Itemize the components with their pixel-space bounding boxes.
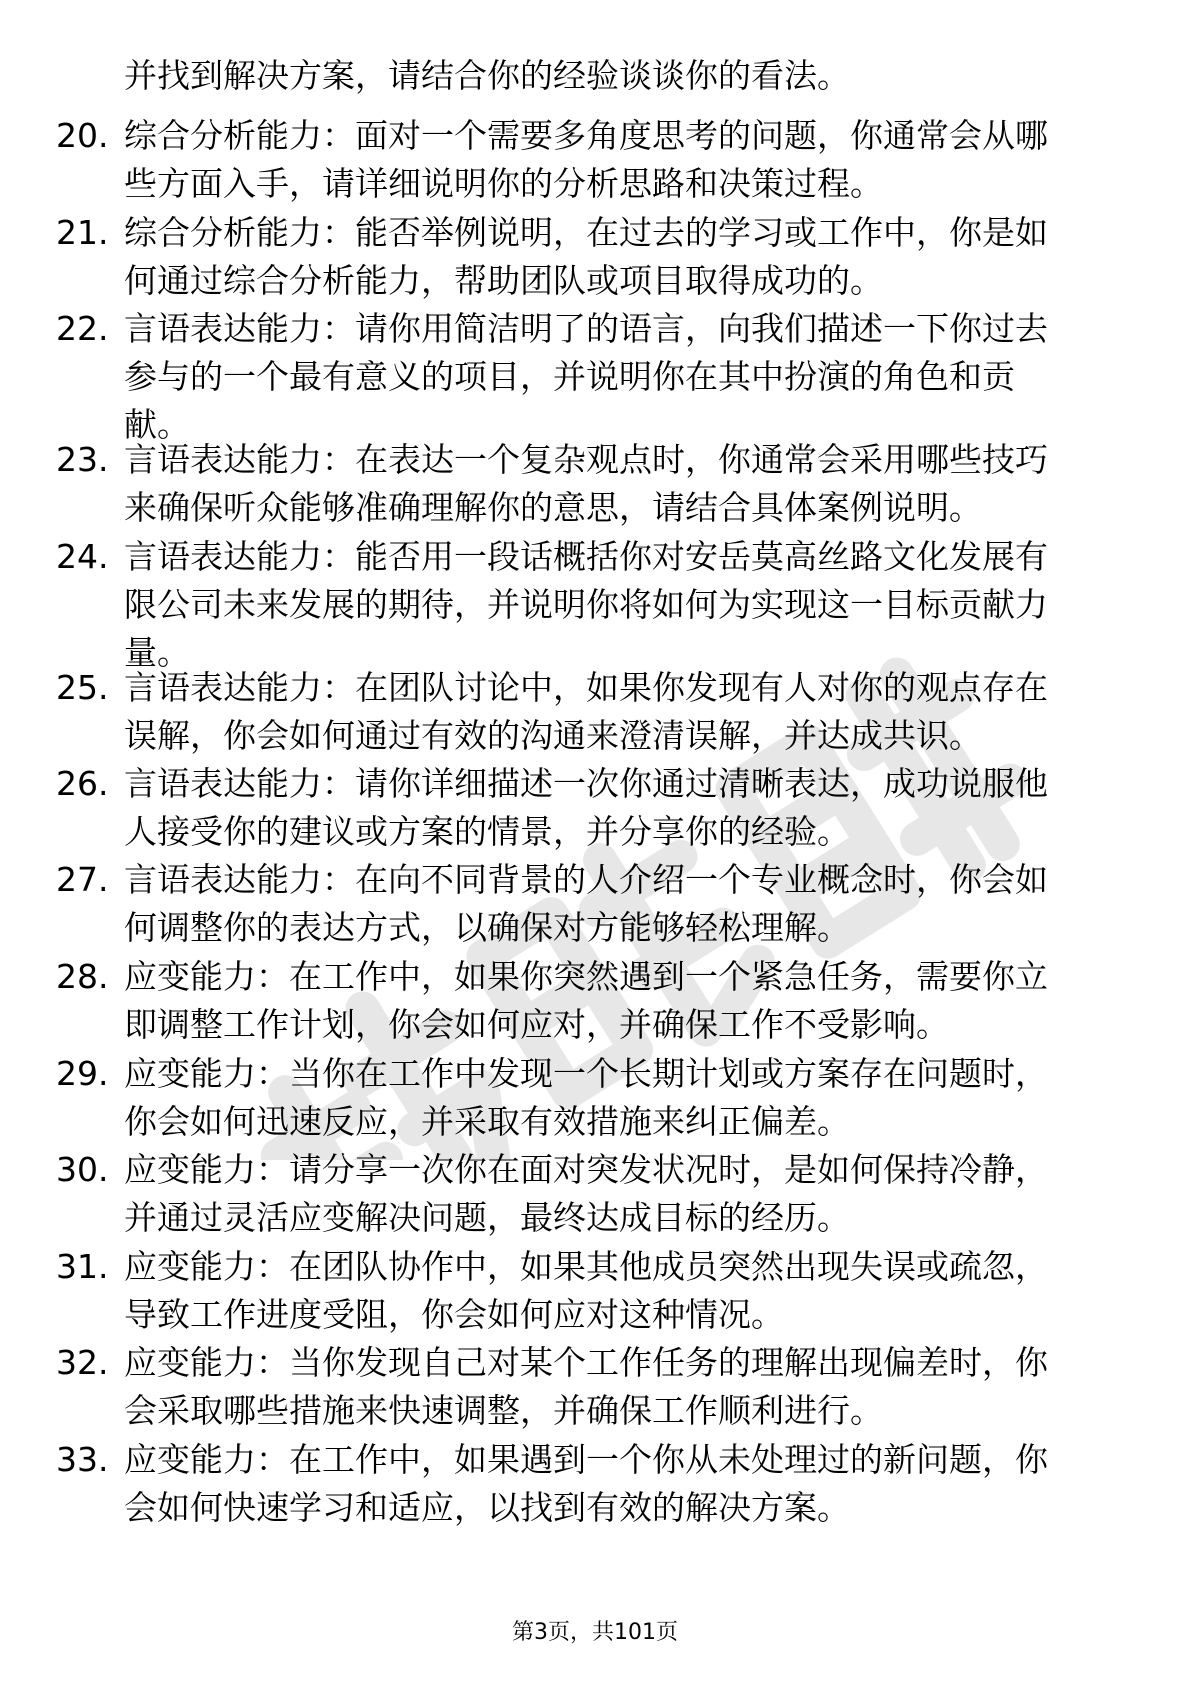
item-text-line: 应变能力：在工作中，如果你突然遇到一个紧急任务，需要你立 bbox=[124, 957, 1048, 996]
item-text-line: 应变能力：在工作中，如果遇到一个你从未处理过的新问题，你 bbox=[124, 1440, 1048, 1479]
item-text-line: 言语表达能力：在表达一个复杂观点时，你通常会采用哪些技巧 bbox=[124, 440, 1048, 479]
item-number: 27. bbox=[56, 860, 109, 899]
item-number: 21. bbox=[56, 213, 109, 252]
item-text-line: 综合分析能力：面对一个需要多角度思考的问题，你通常会从哪 bbox=[124, 116, 1048, 155]
item-text-line: 综合分析能力：能否举例说明，在过去的学习或工作中，你是如 bbox=[124, 213, 1048, 252]
item-text-line: 言语表达能力：在团队讨论中，如果你发现有人对你的观点存在 bbox=[124, 668, 1048, 707]
item-number: 31. bbox=[56, 1247, 109, 1286]
item-text-line: 应变能力：当你发现自己对某个工作任务的理解出现偏差时，你 bbox=[124, 1343, 1048, 1382]
item-text-line: 限公司未来发展的期待，并说明你将如何为实现这一目标贡献力 bbox=[124, 585, 1048, 624]
item-text-line: 人接受你的建议或方案的情景，并分享你的经验。 bbox=[124, 812, 850, 851]
item-text-line: 些方面入手，请详细说明你的分析思路和决策过程。 bbox=[124, 164, 883, 203]
item-number: 28. bbox=[56, 957, 109, 996]
item-number: 23. bbox=[56, 440, 109, 479]
item-text-line: 会如何快速学习和适应，以找到有效的解决方案。 bbox=[124, 1488, 850, 1527]
item-text-line: 量。 bbox=[124, 633, 190, 672]
item-text-line: 献。 bbox=[124, 405, 190, 444]
continuation-text: 并找到解决方案，请结合你的经验谈谈你的看法。 bbox=[124, 56, 850, 95]
item-text-line: 来确保听众能够准确理解你的意思，请结合具体案例说明。 bbox=[124, 488, 982, 527]
item-number: 29. bbox=[56, 1054, 109, 1093]
item-number: 20. bbox=[56, 116, 109, 155]
item-text-line: 应变能力：当你在工作中发现一个长期计划或方案存在问题时， bbox=[124, 1054, 1048, 1093]
item-number: 26. bbox=[56, 764, 109, 803]
item-text-line: 何调整你的表达方式，以确保对方能够轻松理解。 bbox=[124, 908, 850, 947]
item-text-line: 即调整工作计划，你会如何应对，并确保工作不受影响。 bbox=[124, 1005, 949, 1044]
item-text-line: 会采取哪些措施来快速调整，并确保工作顺利进行。 bbox=[124, 1391, 883, 1430]
item-number: 22. bbox=[56, 309, 109, 348]
item-number: 32. bbox=[56, 1343, 109, 1382]
item-text-line: 言语表达能力：能否用一段话概括你对安岳莫高丝路文化发展有 bbox=[124, 537, 1048, 576]
item-text-line: 应变能力：在团队协作中，如果其他成员突然出现失误或疏忽， bbox=[124, 1247, 1048, 1286]
item-text-line: 言语表达能力：请你详细描述一次你通过清晰表达，成功说服他 bbox=[124, 764, 1048, 803]
item-number: 33. bbox=[56, 1440, 109, 1479]
item-number: 25. bbox=[56, 668, 109, 707]
item-text-line: 导致工作进度受阻，你会如何应对这种情况。 bbox=[124, 1295, 784, 1334]
page-footer: 第3页，共101页 bbox=[512, 1620, 678, 1645]
item-text-line: 你会如何迅速反应，并采取有效措施来纠正偏差。 bbox=[124, 1102, 850, 1141]
item-text-line: 何通过综合分析能力，帮助团队或项目取得成功的。 bbox=[124, 261, 883, 300]
item-text-line: 并通过灵活应变解决问题，最终达成目标的经历。 bbox=[124, 1198, 850, 1237]
item-text-line: 言语表达能力：请你用简洁明了的语言，向我们描述一下你过去 bbox=[124, 309, 1048, 348]
item-text-line: 言语表达能力：在向不同背景的人介绍一个专业概念时，你会如 bbox=[124, 860, 1048, 899]
item-text-line: 应变能力：请分享一次你在面对突发状况时，是如何保持冷静， bbox=[124, 1150, 1048, 1189]
item-text-line: 误解，你会如何通过有效的沟通来澄清误解，并达成共识。 bbox=[124, 716, 982, 755]
item-text-line: 参与的一个最有意义的项目，并说明你在其中扮演的角色和贡 bbox=[124, 357, 1015, 396]
item-number: 30. bbox=[56, 1150, 109, 1189]
item-number: 24. bbox=[56, 537, 109, 576]
